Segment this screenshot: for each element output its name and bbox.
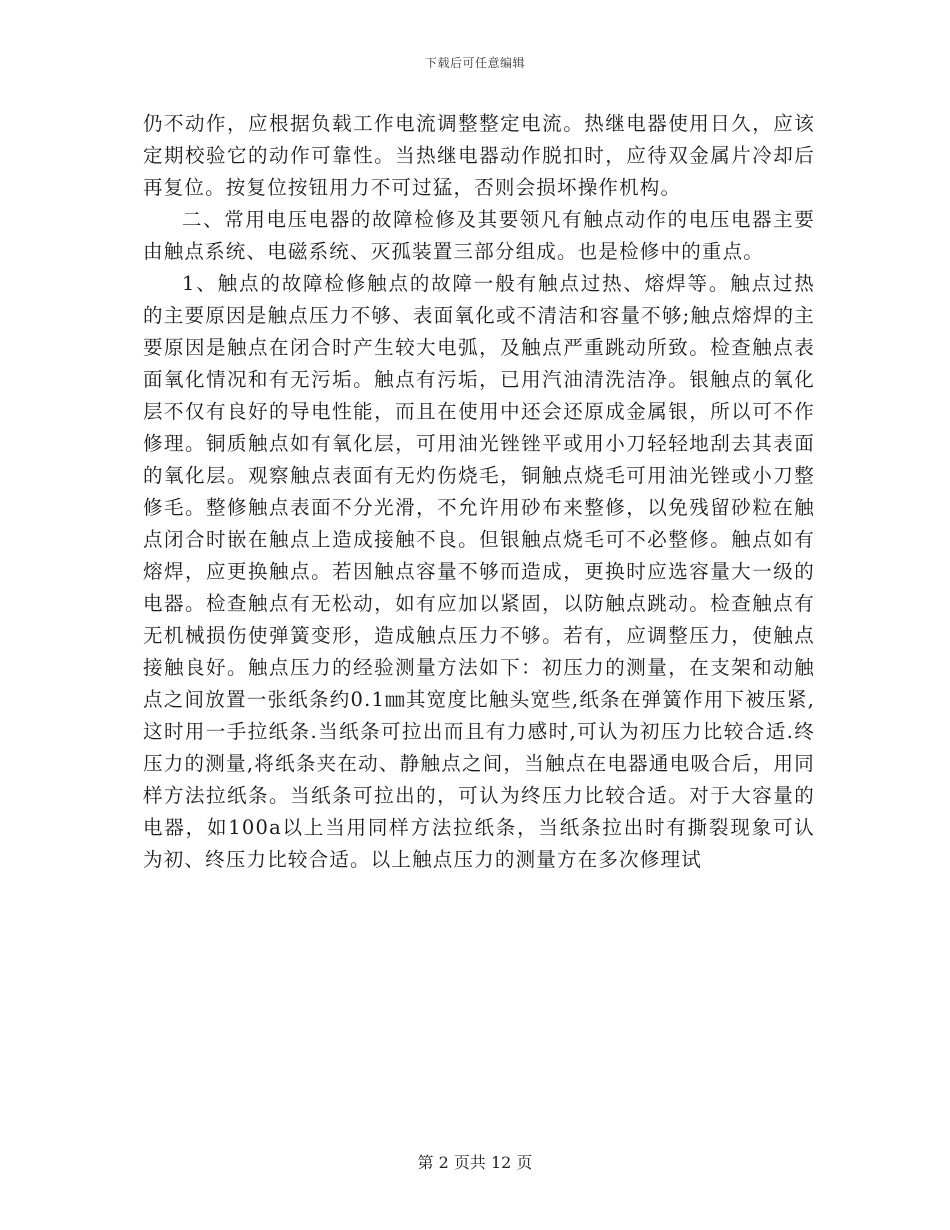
document-body <box>143 108 815 876</box>
page-number-footer: 第 2 页共 12 页 <box>417 1153 533 1172</box>
paragraph-thermal-relay: 仍不动作，应根据负载工作电流调整整定电流。热继电器使用日久，应该定期校验它的动作可靠性。当热继电器动作脱扣时，应待双金属片冷却后再复位。按复位按钮用力不可过猛，否则会损坏操作机构。 <box>143 112 815 199</box>
paragraph-contact-repair: 1、触点的故障检修触点的故障一般有触点过热、熔焊等。触点过热的主要原因是触点压力不够、表面氧化或不清洁和容量不够;触点熔焊的主要原因是触点在闭合时产生较大电弧，及触点严重跳动所致。检查触点表面氧化情况和有无污垢。触点有污垢，已用汽油清洗洁净。银触点的氧化层不仅有良好的导电性能，而且在使用中还会还原成金属银，所以可不作修理。铜质触点如有氧化层，可用油光锉锉平或用小刀轻轻地刮去其表面的氧化层。观察触点表面有无灼伤烧毛，铜触点烧毛可用油光锉或小刀整修毛。整修触点表面不分光滑，不允许用砂布来整修，以免残留砂粒在触点闭合时嵌在触点上造成接触不良。但银触点烧毛可不必整修。触点如有熔焊，应更换触点。若因触点容量不够而造成，更换时应选容量大一级的电器。检查触点有无松动，如有应加以紧固，以防触点跳动。检查触点有无机械损伤使弹簧变形，造成触点压力不够。若有，应调整压力，使触点接触良好。触点压力的经验测量方法如下：初压力的测量，在支架和动触点之间放置一张纸条约0.1㎜其宽度比触头宽些,纸条在弹簧作用下被压紧,这时用一手拉纸条.当纸条可拉出而且有力感时,可认为初压力比较合适.终压力的测量,将纸条夹在动、静触点之间，当触点在电器通电吸合后，用同样方法拉纸条。当纸条可拉出的，可认为终压力比较合适。对于大容量的电器，如100a以上当用同样方法拉纸条，当纸条拉出时有撕裂现象可认为初、终压力比较合适。以上触点压力的测量方在多次修理试 <box>143 272 815 871</box>
page-header: 下载后可任意编辑 <box>424 56 525 70</box>
paragraph-voltage-apparatus: 二、常用电压电器的故障检修及其要领凡有触点动作的电压电器主要由触点系统、电磁系统、灭孤装置三部分组成。也是检修中的重点。 <box>143 208 815 263</box>
